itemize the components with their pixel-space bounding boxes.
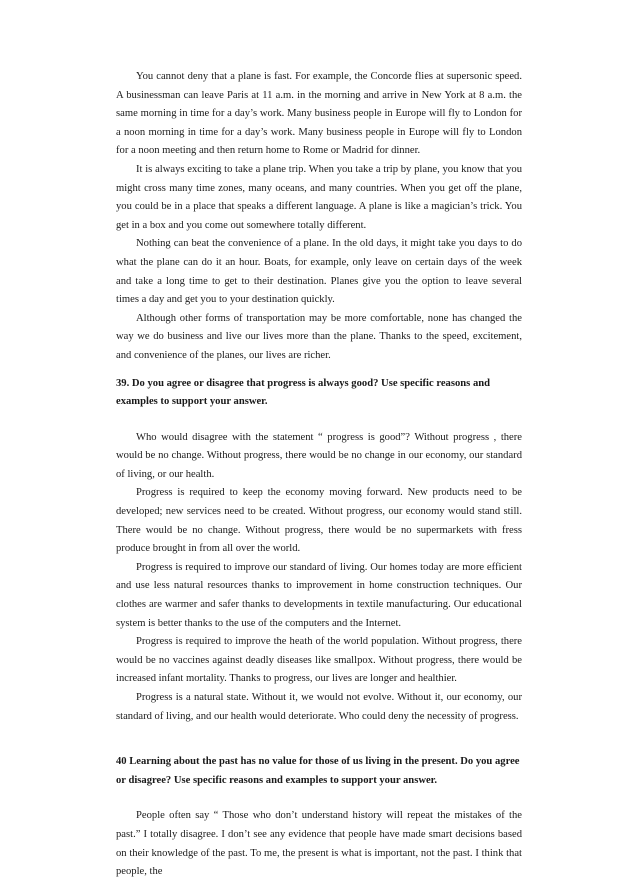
question-heading: 39. Do you agree or disagree that progress is always good? Use specific reasons and examples to support your answer. [116, 377, 491, 408]
paragraph: People often say “ Those who don’t understand history will repeat the mistakes of the past.” I totally disagree. I don’t see any evidence that people have made smart decisions based on their knowledge of the past. To me, the present is what is important, not the past. I think that people, the [116, 810, 522, 878]
paragraph: Progress is a natural state. Without it, we would not evolve. Without it, our economy, our standard of living, and our health would deteriorate. Who could deny the necessity of progress. [116, 692, 522, 722]
paragraph: Progress is required to improve the heath of the world population. Without progress, there would be no vaccines against deadly diseases like smallpox. Without progress, there would be increased infant mortality. Thanks to progress, our lives are longer and healthier. [116, 636, 522, 685]
essay-section-history [116, 753, 522, 882]
essay-section-progress [116, 375, 522, 727]
document-page [116, 68, 522, 882]
paragraph: Although other forms of transportation may be more comfortable, none has changed the way we do business and live our lives more than the plane. Thanks to the speed, excitement, and convenience of the planes, our lives are richer. [116, 312, 522, 361]
paragraph: Progress is required to keep the economy moving forward. New products need to be developed; new services need to be created. Without progress, our economy would stand still. There would be no change. Without progress, there would be no supermarkets with fress produce brought in from all over the world. [116, 487, 522, 555]
paragraph: It is always exciting to take a plane trip. When you take a trip by plane, you know that you might cross many time zones, many oceans, and many countries. When you get off the plane, you could be in a place that speaks a different language. A plane is like a magician’s trick. You get in a box and you come out somewhere totally different. [116, 163, 522, 231]
question-heading: 40 Learning about the past has no value for those of us living in the present. Do you agree or disagree? Use specific reasons and examples to support your answer. [116, 756, 520, 786]
paragraph: Who would disagree with the statement “ progress is good”? Without progress , there would be no change. Without progress, there would be no change in our economy, our standard of living, or our health. [116, 431, 522, 480]
paragraph: Progress is required to improve our standard of living. Our homes today are more efficient and use less natural resources thanks to improvement in home construction techniques. Our clothes are warmer and safer thanks to developments in textile manufacturing. Our educational system is better thanks to the use of the computers and the Internet. [116, 561, 522, 629]
paragraph: Nothing can beat the convenience of a plane. In the old days, it might take you days to do what the plane can do it an hour. Boats, for example, only leave on certain days of the week and take a long time to get to their destination. Planes give you the option to leave several times a day and get you to your destination quickly. [116, 238, 522, 306]
paragraph: You cannot deny that a plane is fast. For example, the Concorde flies at supersonic speed. A businessman can leave Paris at 11 a.m. in the morning and arrive in New York at 8 a.m. the same morning in time for a day’s work. Many business people in Europe will fly to London for a noon morning in time for a day’s work. Many business people in Europe will fly to London for a noon meeting and then return home to Rome or Madrid for dinner. [116, 71, 522, 157]
essay-section-planes [116, 68, 522, 366]
